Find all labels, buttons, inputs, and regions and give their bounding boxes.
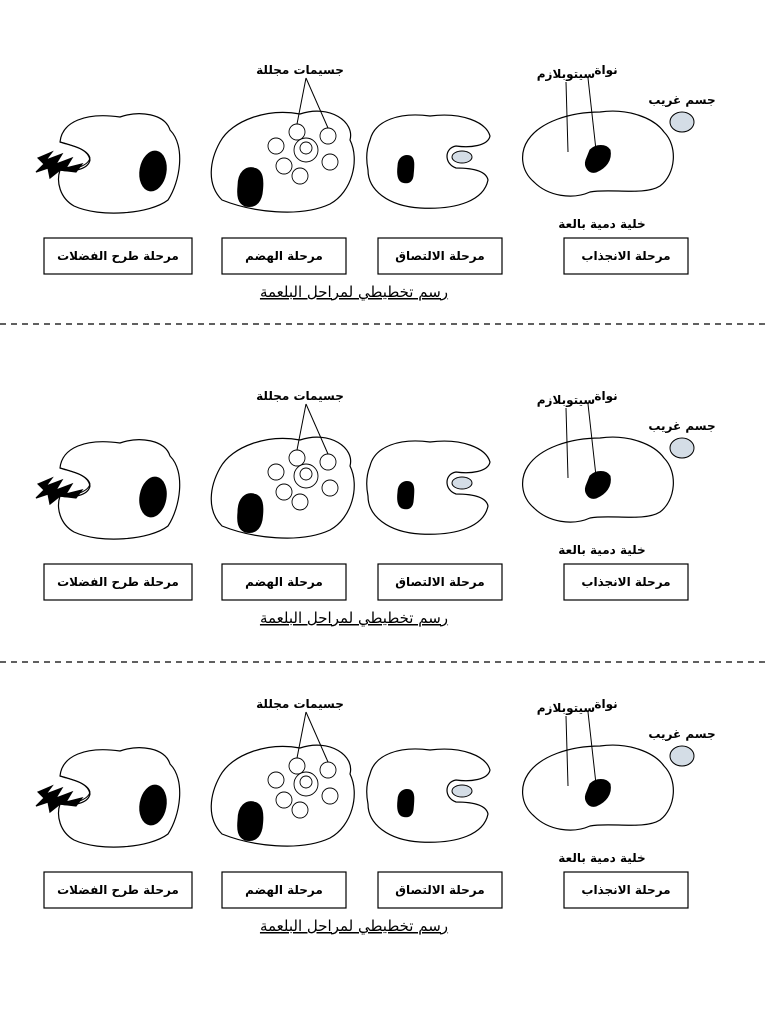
stage-digestion: مرحلة الهضم <box>245 249 323 263</box>
stage-adhesion: مرحلة الالتصاق <box>395 575 485 589</box>
foreign-body-label: جسم غريب <box>648 419 716 433</box>
phagocyte-label: خلية دمية بالعة <box>558 851 646 865</box>
nucleus-label: نواة <box>594 389 618 403</box>
lysosomes-label: جسيمات مجللة <box>256 389 344 403</box>
stage-digestion: مرحلة الهضم <box>245 575 323 589</box>
diagram-panel-3 <box>36 712 694 908</box>
nucleus-label: نواة <box>594 63 618 77</box>
phagocyte-label: خلية دمية بالعة <box>558 543 646 557</box>
stage-waste-expulsion: مرحلة طرح الفضلات <box>57 575 179 589</box>
stage-waste-expulsion: مرحلة طرح الفضلات <box>57 883 179 897</box>
lysosomes-label: جسيمات مجللة <box>256 63 344 77</box>
cytoplasm-label: سيتوبلازم <box>536 393 596 407</box>
diagram-caption: رسم تخطيطي لمراحل البلعمة <box>259 609 449 627</box>
diagram-caption: رسم تخطيطي لمراحل البلعمة <box>259 283 449 301</box>
phagocyte-label: خلية دمية بالعة <box>558 217 646 231</box>
cytoplasm-label: سيتوبلازم <box>536 67 596 81</box>
lysosomes-label: جسيمات مجللة <box>256 697 344 711</box>
stage-attraction: مرحلة الانجذاب <box>581 249 671 263</box>
foreign-body-label: جسم غريب <box>648 93 716 107</box>
stage-waste-expulsion: مرحلة طرح الفضلات <box>57 249 179 263</box>
stage-attraction: مرحلة الانجذاب <box>581 883 671 897</box>
stage-adhesion: مرحلة الالتصاق <box>395 249 485 263</box>
diagram-caption: رسم تخطيطي لمراحل البلعمة <box>259 917 449 935</box>
diagram-panel-2 <box>36 404 694 600</box>
diagram-panel-1 <box>36 78 694 274</box>
nucleus-label: نواة <box>594 697 618 711</box>
stage-adhesion: مرحلة الالتصاق <box>395 883 485 897</box>
foreign-body-label: جسم غريب <box>648 727 716 741</box>
stage-digestion: مرحلة الهضم <box>245 883 323 897</box>
cytoplasm-label: سيتوبلازم <box>536 701 596 715</box>
stage-attraction: مرحلة الانجذاب <box>581 575 671 589</box>
